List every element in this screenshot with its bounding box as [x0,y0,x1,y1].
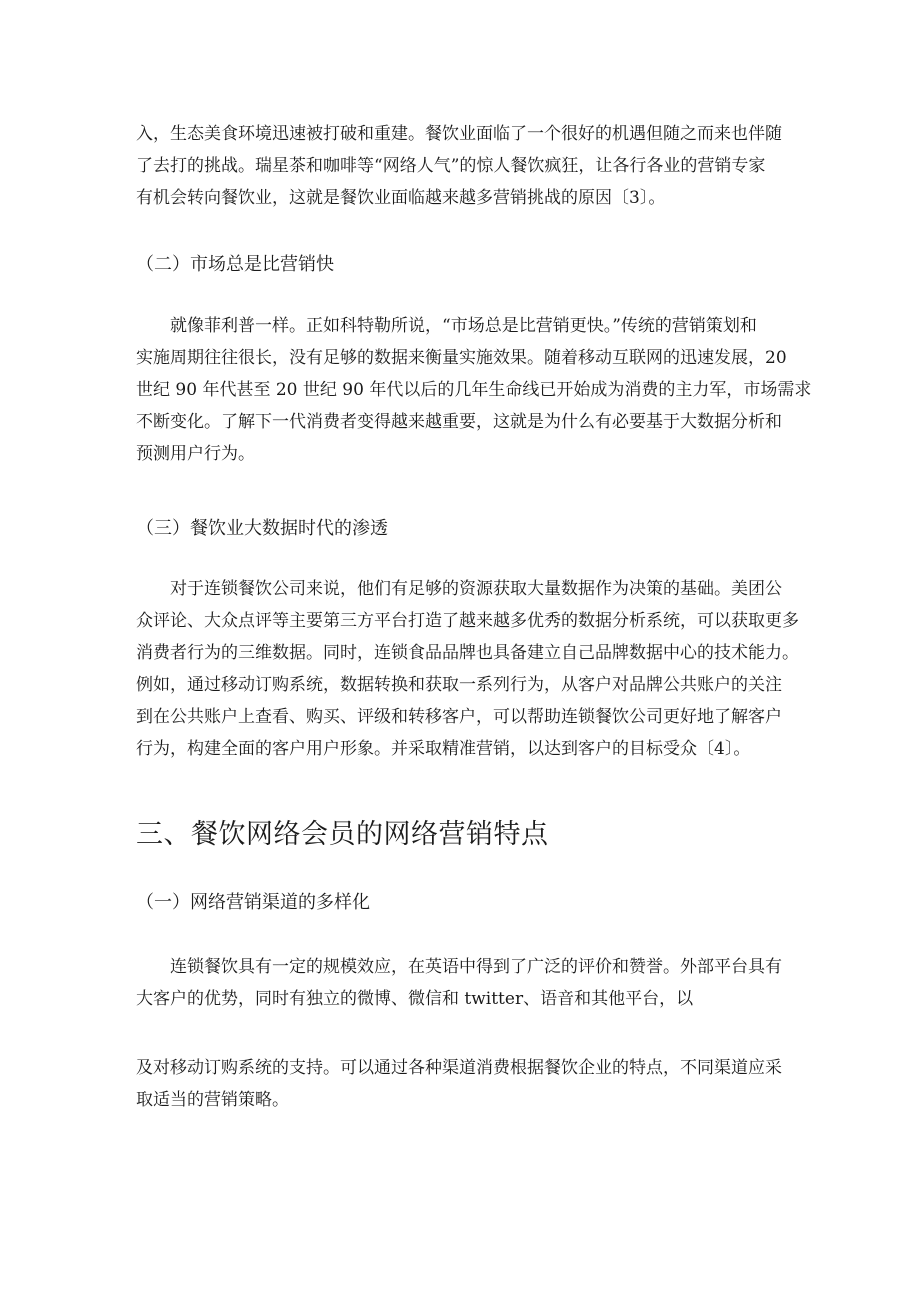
text-line: 消费者行为的三维数据。同时，连锁食品品牌也具备建立自己品牌数据中心的技术能力。 [136,643,799,663]
text-line: 众评论、大众点评等主要第三方平台打造了越来越多优秀的数据分析系统，可以获取更多 [136,611,799,631]
text-line: 例如，通过移动订购系统，数据转换和获取一系列行为，从客户对品牌公共账户的关注 [136,675,782,695]
text-line: 行为，构建全面的客户用户形象。并采取精准营销，以达到客户的目标受众〔4〕。 [136,739,751,759]
subheading-channels: （一）网络营销渠道的多样化 [136,892,370,913]
text-line: 对于连锁餐饮公司来说，他们有足够的资源获取大量数据作为决策的基础。美团公 [170,579,782,599]
text-line: 有机会转向餐饮业，这就是餐饮业面临越来越多营销挑战的原因〔3〕。 [136,188,666,208]
subheading-market-faster: （二）市场总是比营销快 [136,254,334,275]
text-line: 大客户的优势，同时有独立的微博、微信和 twitter、语音和其他平台，以 [136,989,694,1009]
paragraph-channels [136,951,790,1015]
text-line: 连锁餐饮具有一定的规模效应，在英语中得到了广泛的评价和赞誉。外部平台具有 [170,957,782,977]
text-line: 取适当的营销策略。 [136,1090,289,1110]
text-line: 不断变化。了解下一代消费者变得越来越重要，这就是为什么有必要基于大数据分析和 [136,412,782,432]
text-line: 就像菲利普一样。正如科特勒所说，“市场总是比营销更快。”传统的营销策划和 [170,316,757,336]
text-line: 了去打的挑战。瑞星茶和咖啡等“网络人气”的惊人餐饮疯狂，让各行各业的营销专家 [136,156,766,176]
section-title: 三、餐饮网络会员的网络营销特点 [136,819,549,850]
text-line: 实施周期往往很长，没有足够的数据来衡量实施效果。随着移动互联网的迅速发展，20 [136,348,787,368]
paragraph-continuation [136,118,790,214]
paragraph-channels-continued [136,1052,790,1116]
text-line: 世纪 90 年代甚至 20 世纪 90 年代以后的几年生命线已开始成为消费的主力军，市场需求 [136,380,812,400]
text-line: 预测用户行为。 [136,444,255,464]
paragraph-big-data [136,573,799,765]
text-line: 入，生态美食环境迅速被打破和重建。餐饮业面临了一个很好的机遇但随之而来也伴随 [136,124,782,144]
text-line: 及对移动订购系统的支持。可以通过各种渠道消费根据餐饮企业的特点，不同渠道应采 [136,1058,782,1078]
text-line: 到在公共账户上查看、购买、评级和转移客户，可以帮助连锁餐饮公司更好地了解客户 [136,707,782,727]
paragraph-market [136,310,812,470]
subheading-big-data: （三）餐饮业大数据时代的渗透 [136,518,388,539]
